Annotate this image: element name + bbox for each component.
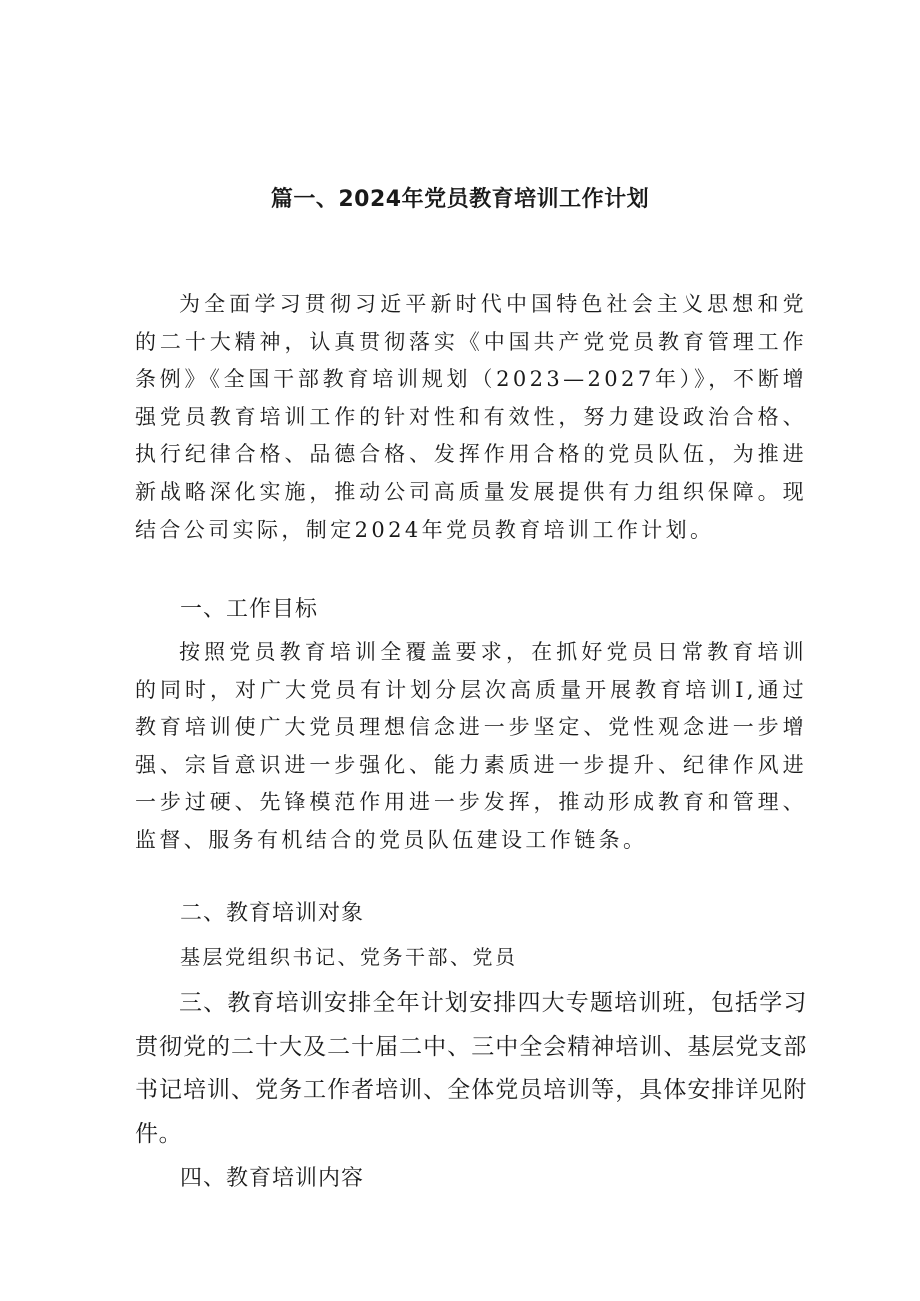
section-body-goals: 按照党员教育培训全覆盖要求，在抓好党员日常教育培训的同时，对广大党员有计划分层次高质量开展教育培训I,通过教育培训使广大党员理想信念进一步坚定、党性观念进一步增强、宗旨意识进一步强化、能力素质进一步提升、纪律作风进一步过硬、先锋模范作用进一步发挥，推动形成教育和管理、监督、服务有机结合的党员队伍建设工作链条。 [135,640,807,852]
section-body-targets: 基层党组织书记、党务干部、党员 [180,945,518,969]
section-body-arrangement: 三、教育培训安排全年计划安排四大专题培训班，包括学习贯彻党的二十大及二十届二中、三中全会精神培训、基层党支部书记培训、党务工作者培训、全体党员培训等，具体安排详见附件。 [135,990,807,1147]
section-heading-goals: 一、工作目标 [180,597,319,622]
section-heading-targets: 二、教育培训对象 [180,901,365,926]
section-heading-content: 四、教育培训内容 [180,1166,365,1191]
document-title: 篇一、2024年党员教育培训工作计划 [270,187,650,212]
intro-paragraph: 为全面学习贯彻习近平新时代中国特色社会主义思想和党的二十大精神，认真贯彻落实《中国共产党党员教育管理工作条例》《全国干部教育培训规划（2023—2027年）》，不断增强党员教育培训工作的针对性和有效性，努力建设政治合格、执行纪律合格、品德合格、发挥作用合格的党员队伍，为推进新战略深化实施，推动公司高质量发展提供有力组织保障。现结合公司实际，制定2024年党员教育培训工作计划。 [135,292,807,542]
